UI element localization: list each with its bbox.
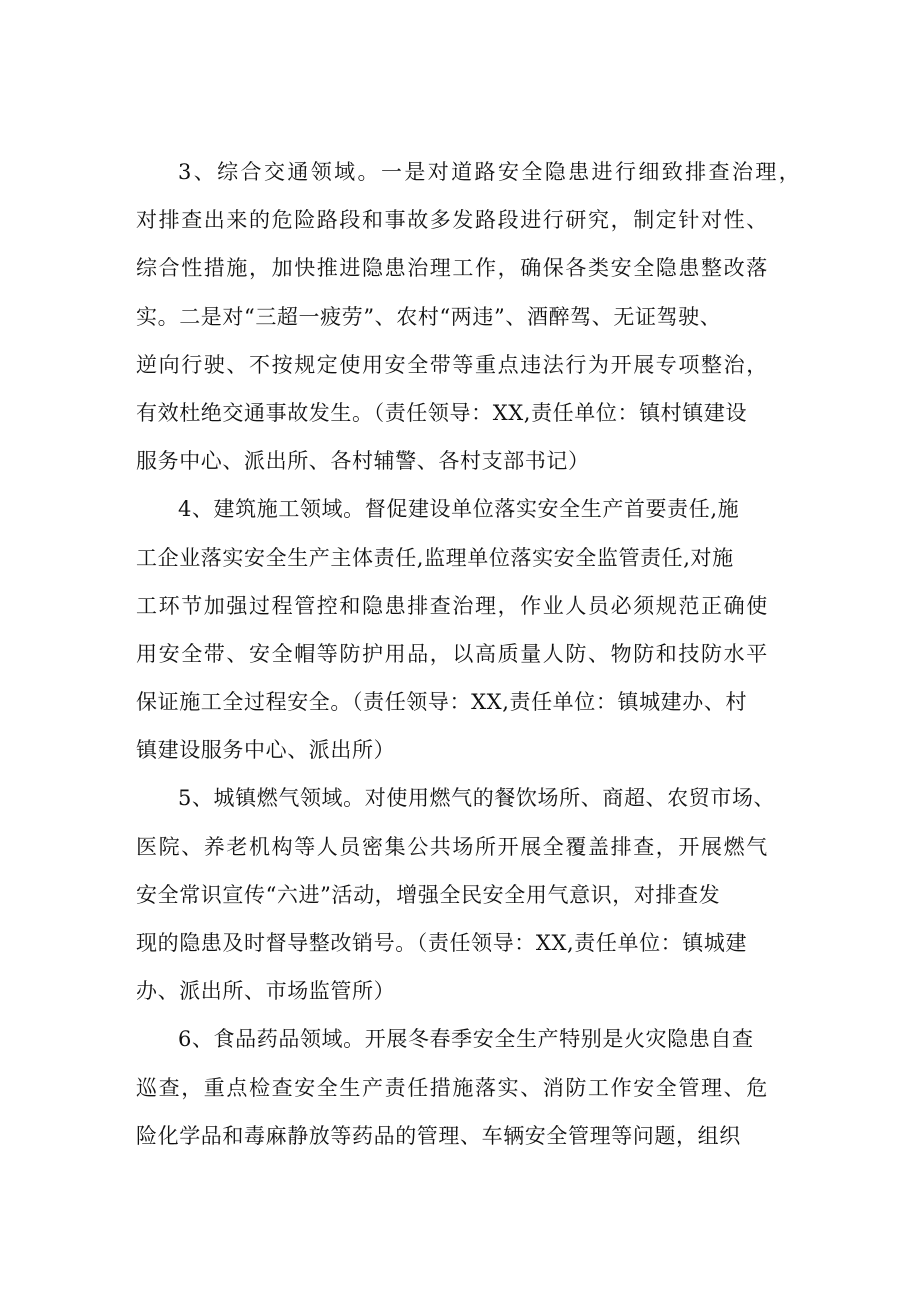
paragraph-3-line-2: 对排查出来的危险路段和事故多发路段进行研究，制定针对性、 <box>136 208 769 233</box>
paragraph-5-line-4: 现的隐患及时督导整改销号。（责任领导：XX,责任单位：镇城建 <box>136 931 748 955</box>
paragraph-3-line-5: 逆向行驶、不按规定使用安全带等重点违法行为开展专项整治， <box>136 352 769 377</box>
paragraph-3-line-4: 实。二是对“三超一疲劳”、农村“两违”、酒醉驾、无证驾驶、 <box>136 304 722 329</box>
paragraph-6-line-3: 险化学品和毒麻静放等药品的管理、车辆安全管理等问题，组织 <box>136 1123 741 1148</box>
paragraph-3-line-1: 3、综合交通领域。一是对道路安全隐患进行细致排查治理， <box>178 160 803 184</box>
paragraph-4-line-2: 工企业落实安全生产主体责任,监理单位落实安全监管责任,对施 <box>136 545 734 570</box>
paragraph-3-line-6: 有效杜绝交通事故发生。（责任领导：XX,责任单位：镇村镇建设 <box>136 400 748 425</box>
paragraph-4-line-3: 工环节加强过程管控和隐患排查治理，作业人员必须规范正确使 <box>136 593 769 618</box>
paragraph-5-line-5: 办、派出所、市场监管所） <box>136 979 396 1004</box>
document-page <box>136 148 803 1160</box>
paragraph-4-line-5: 保证施工全过程安全。（责任领导：XX,责任单位：镇城建办、村 <box>136 690 748 715</box>
paragraph-4-line-4: 用安全带、安全帽等防护用品，以高质量人防、物防和技防水平 <box>136 641 769 666</box>
paragraph-4-line-1: 4、建筑施工领域。督促建设单位落实安全生产首要责任,施 <box>178 497 740 522</box>
paragraph-6-line-2: 巡查，重点检查安全生产责任措施落实、消防工作安全管理、危 <box>136 1075 769 1100</box>
paragraph-5-line-1: 5、城镇燃气领域。对使用燃气的餐饮场所、商超、农贸市场、 <box>178 786 776 811</box>
paragraph-4-line-6: 镇建设服务中心、派出所） <box>136 738 396 763</box>
paragraph-5-line-2: 医院、养老机构等人员密集公共场所开展全覆盖排查，开展燃气 <box>136 834 769 859</box>
paragraph-5-line-3: 安全常识宣传“六进”活动，增强全民安全用气意识，对排查发 <box>136 882 721 907</box>
paragraph-3-line-7: 服务中心、派出所、各村辅警、各村支部书记） <box>136 449 590 474</box>
paragraph-3-line-3: 综合性措施，加快推进隐患治理工作，确保各类安全隐患整改落 <box>136 256 769 281</box>
paragraph-6-line-1: 6、食品药品领域。开展冬春季安全生产特别是火灾隐患自查 <box>178 1027 754 1052</box>
